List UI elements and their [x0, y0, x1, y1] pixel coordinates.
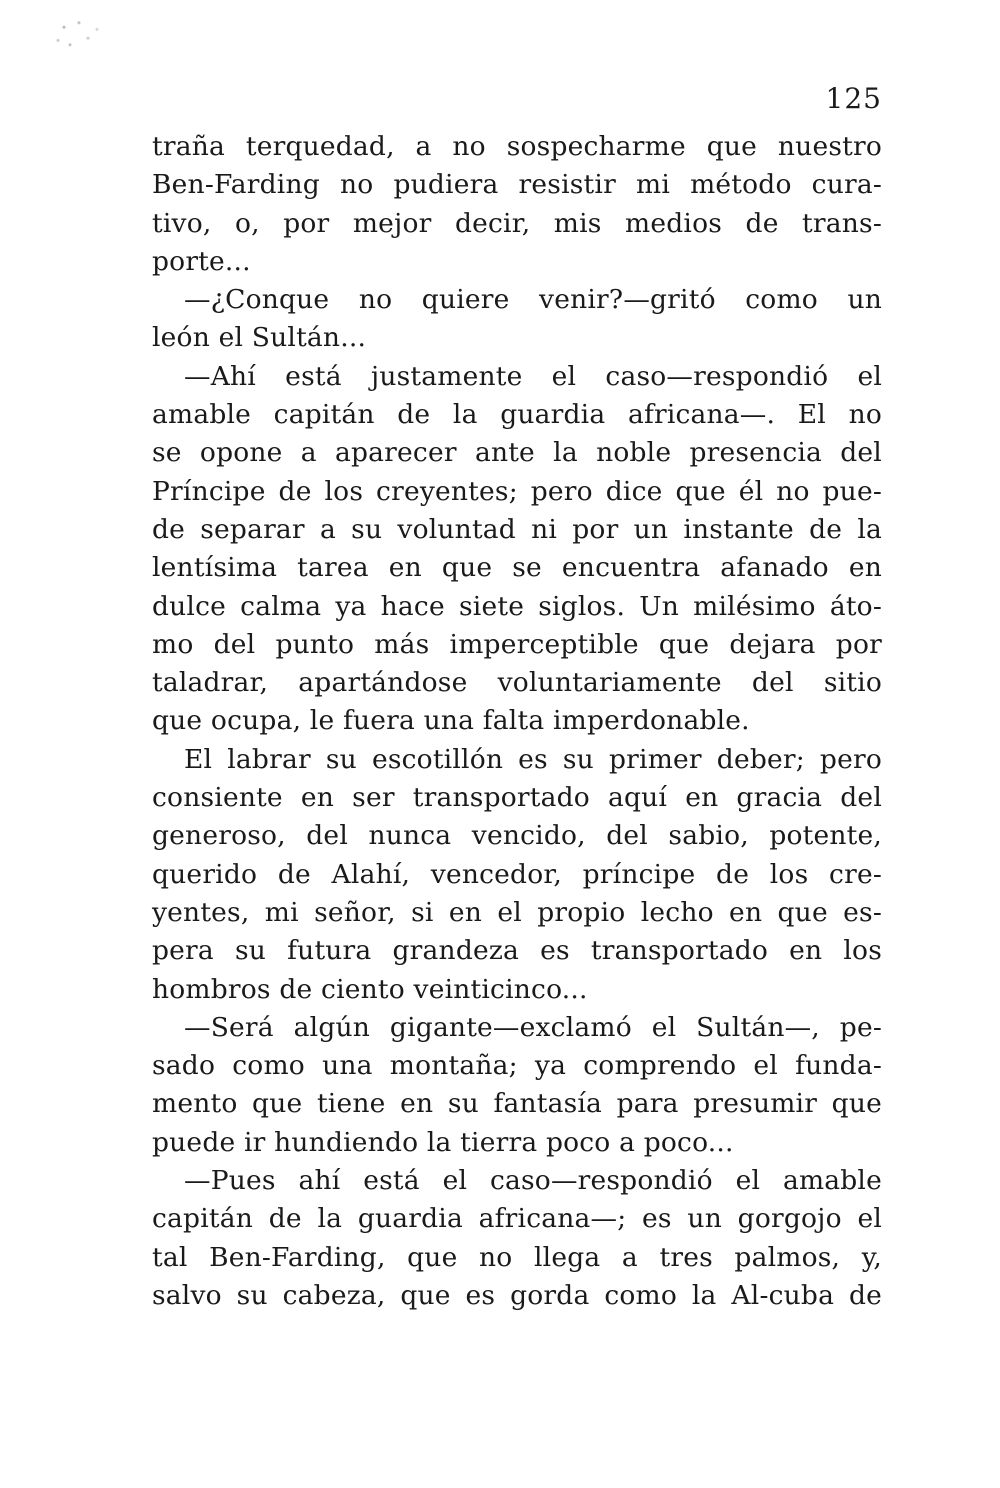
text-line: El labrar su escotillón es su primer deber; pero: [184, 743, 882, 775]
text-line: león el Sultán...: [152, 322, 367, 354]
text-line: se opone a aparecer ante la noble presencia del: [152, 437, 882, 469]
text-line: —¿Conque no quiere venir?—gritó como un: [184, 284, 882, 316]
text-line: taladrar, apartándose voluntariamente del sitio: [152, 667, 882, 699]
text-line: consiente en ser transportado aquí en gracia del: [152, 782, 882, 814]
text-line: capitán de la guardia africana—; es un gorgojo el: [152, 1203, 882, 1235]
text-line: puede ir hundiendo la tierra poco a poco...: [152, 1126, 734, 1158]
text-line: salvo su cabeza, que es gorda como la Al-cuba de: [152, 1279, 882, 1311]
page-number: 125: [825, 82, 882, 115]
text-line: —Pues ahí está el caso—respondió el amable: [184, 1165, 882, 1197]
text-line: —Será algún gigante—exclamó el Sultán—, pe-: [184, 1011, 882, 1043]
text-line: —Ahí está justamente el caso—respondió el: [184, 360, 882, 392]
text-line: traña terquedad, a no sospecharme que nuestro: [152, 131, 882, 162]
text-line: de separar a su voluntad ni por un instante de la: [152, 513, 882, 545]
text-line: mo del punto más imperceptible que dejara por: [152, 628, 882, 660]
text-line: hombros de ciento veinticinco...: [152, 973, 588, 1005]
text-line: Príncipe de los creyentes; pero dice que él no pue-: [152, 475, 882, 507]
print-speckle: [52, 14, 112, 58]
page-text: [152, 128, 882, 1315]
text-line: mento que tiene en su fantasía para presumir que: [152, 1088, 882, 1120]
text-line: pera su futura grandeza es transportado en los: [152, 935, 882, 967]
text-line: tivo, o, por mejor decir, mis medios de trans-: [152, 207, 882, 239]
text-line: que ocupa, le fuera una falta imperdonable.: [152, 705, 750, 737]
text-line: porte...: [152, 245, 251, 277]
text-line: yentes, mi señor, si en el propio lecho en que es-: [152, 896, 882, 928]
text-line: tal Ben-Farding, que no llega a tres palmos, y,: [152, 1241, 882, 1273]
text-line: dulce calma ya hace siete siglos. Un milésimo áto-: [152, 590, 882, 622]
text-line: sado como una montaña; ya comprendo el funda-: [152, 1050, 882, 1082]
text-line: amable capitán de la guardia africana—. El no: [152, 399, 882, 431]
text-line: Ben-Farding no pudiera resistir mi método cura-: [152, 169, 882, 201]
text-line: generoso, del nunca vencido, del sabio, potente,: [152, 820, 882, 852]
text-line: lentísima tarea en que se encuentra afanado en: [152, 552, 882, 584]
text-line: querido de Alahí, vencedor, príncipe de los cre-: [152, 858, 882, 890]
